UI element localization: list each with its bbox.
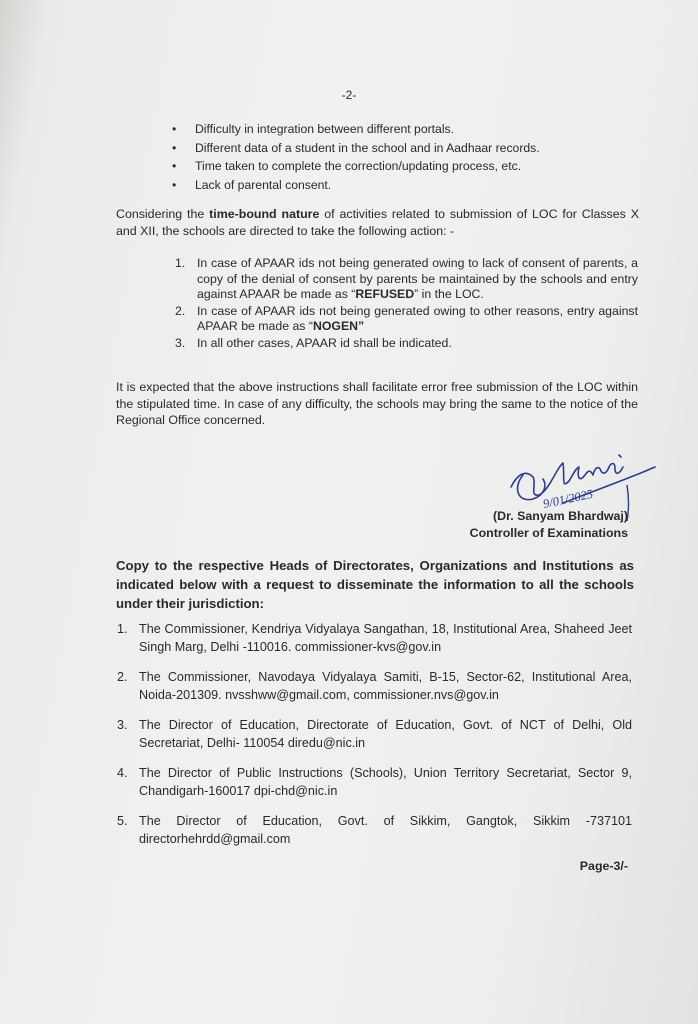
considering-text: Considering the <box>116 207 210 221</box>
list-item <box>117 764 632 800</box>
actions-list <box>175 256 638 353</box>
action-item <box>175 256 638 303</box>
expected-paragraph: It is expected that the above instructions shall facilitate error free submission of the LOC within the stipulated time. In case of any difficulty, the schools may bring the same to the notice of the Regional Office concerned. <box>116 380 638 427</box>
item-number: 4. <box>117 766 128 780</box>
item-number: 2. <box>175 303 186 318</box>
action-item <box>175 304 638 335</box>
list-item <box>117 812 632 848</box>
action-item <box>175 336 638 352</box>
signatory-designation: Controller of Examinations <box>469 526 628 540</box>
copy-to-list <box>117 620 632 860</box>
list-item <box>117 620 632 656</box>
item-number: 3. <box>175 335 186 350</box>
page-number: -2- <box>341 88 357 102</box>
action-text: In case of APAAR ids not being generated owing to other reasons, entry against APAAR be made as “ <box>197 303 638 334</box>
copy-to-heading: Copy to the respective Heads of Directorates, Organizations and Institutions as indicated below with a request to disseminate the information to all the schools under their jurisdiction: <box>116 558 634 611</box>
action-keyword: REFUSED <box>355 287 415 302</box>
list-item: • Difficulty in integration between different portals. <box>168 121 540 140</box>
item-number: 1. <box>175 256 186 270</box>
considering-paragraph <box>116 206 639 239</box>
list-item <box>117 716 632 752</box>
action-text: In case of APAAR ids not being generated owing to lack of consent of parents, a copy of the denial of consent by parents be maintained by the schools and entry against APAAR be made as “ <box>197 256 638 302</box>
action-text-end: ” in the LOC. <box>414 287 484 302</box>
signature-date: 9/01/2025 <box>541 486 595 512</box>
considering-text-end: of activities related to submission of LOC for Classes X and XII, the schools are directed to take the following action: - <box>116 207 640 238</box>
recipient-text: The Director of Education, Directorate of Education, Govt. of NCT of Delhi, Old Secretariat, Delhi- 110054 diredu@nic.in <box>139 718 632 750</box>
action-text: In all other cases, APAAR id shall be indicated. <box>197 335 452 350</box>
recipient-text: The Commissioner, Kendriya Vidyalaya Sangathan, 18, Institutional Area, Shaheed Jeet Singh Marg, Delhi -110016. commissioner-kvs@gov.in <box>139 622 632 654</box>
item-number: 3. <box>117 718 128 732</box>
list-item: • Different data of a student in the school and in Aadhaar records. <box>168 140 540 159</box>
signatory-name: (Dr. Sanyam Bhardwaj) <box>493 509 628 523</box>
recipient-text: The Commissioner, Navodaya Vidyalaya Samiti, B-15, Sector-62, Institutional Area, Noida-201309. nvsshww@gmail.com, commissioner.nvs@gov.in <box>139 670 632 702</box>
list-item: • Lack of parental consent. <box>168 177 540 196</box>
next-page-marker: Page-3/- <box>579 859 628 873</box>
signature-block <box>470 508 628 542</box>
list-item: • Time taken to complete the correction/updating process, etc. <box>168 158 540 177</box>
list-item <box>117 668 632 704</box>
item-number: 5. <box>117 814 128 828</box>
item-number: 2. <box>117 670 128 684</box>
item-number: 1. <box>117 622 128 636</box>
issues-list <box>168 121 540 195</box>
recipient-text: The Director of Education, Govt. of Sikkim, Gangtok, Sikkim -737101 directorhehrdd@gmail.com <box>139 814 632 846</box>
considering-bold-text: time-bound nature <box>209 207 320 221</box>
action-keyword: NOGEN” <box>312 319 365 334</box>
recipient-text: The Director of Public Instructions (Schools), Union Territory Secretariat, Sector 9, Chandigarh-160017 dpi-chd@nic.in <box>139 766 632 798</box>
